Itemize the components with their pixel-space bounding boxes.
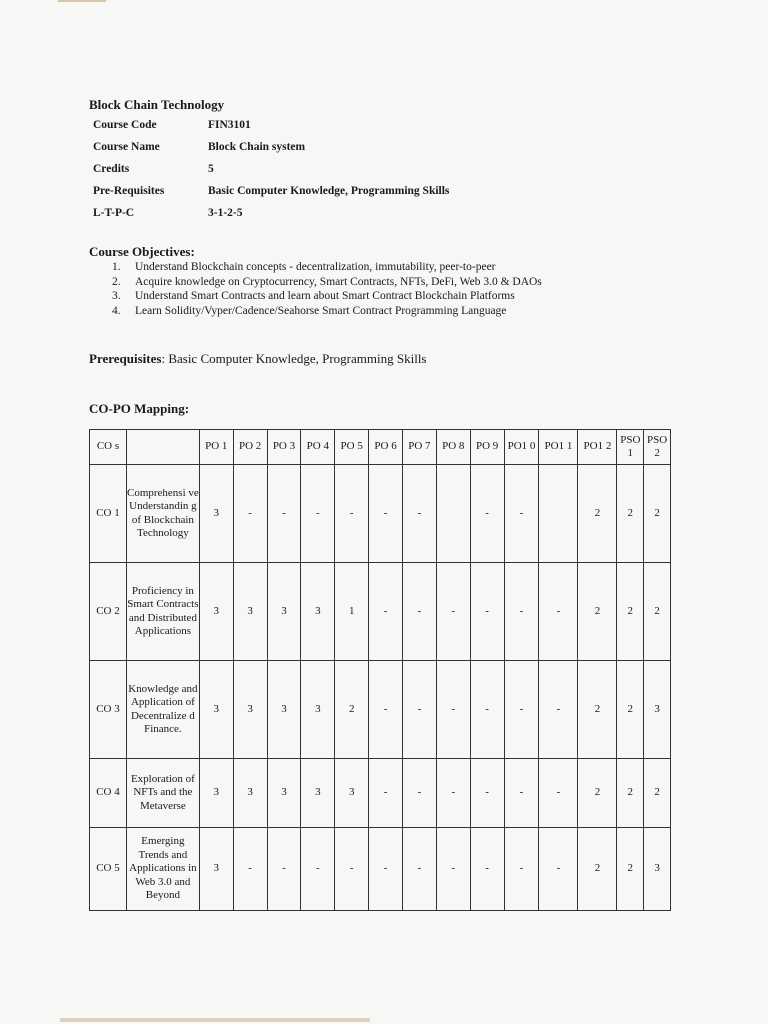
mapping-value-cell: 2 [617,828,644,911]
list-item: 1. Understand Blockchain concepts - decentralization, immutability, peer-to-peer [112,261,496,273]
info-label: Course Code [93,119,157,131]
mapping-value-cell: 2 [578,759,617,828]
mapping-value-cell: - [436,759,470,828]
mapping-value-cell: - [369,661,403,759]
mapping-value-cell: 2 [578,465,617,563]
mapping-value-cell: 3 [267,661,301,759]
table-row [90,759,671,828]
mapping-value-cell: 3 [267,563,301,661]
mapping-value-cell: 2 [617,563,644,661]
info-value: Block Chain system [208,141,306,153]
info-value: Basic Computer Knowledge, Programming Skills [208,185,450,197]
mapping-value-cell: - [470,563,504,661]
column-header: PO 3 [267,430,301,465]
info-value: 5 [208,163,214,175]
mapping-value-cell: 3 [267,759,301,828]
mapping-value-cell: 3 [199,828,233,911]
column-header [126,430,199,465]
info-row [93,119,449,141]
info-label: Pre-Requisites [93,185,165,197]
co-id-cell: CO 3 [90,661,127,759]
mapping-value-cell: - [402,828,436,911]
column-header: CO s [90,430,127,465]
mapping-value-cell: - [402,563,436,661]
mapping-value-cell: - [436,661,470,759]
course-info-table [93,119,449,229]
mapping-value-cell: 3 [301,563,335,661]
co-po-mapping-table [89,429,671,911]
mapping-value-cell: 1 [335,563,369,661]
table-header-row [90,430,671,465]
column-header: PO 4 [301,430,335,465]
prerequisites-text: : Basic Computer Knowledge, Programming Skills [161,351,427,366]
info-row [93,207,449,229]
co-description-cell: Knowledge and Application of Decentralize d Finance. [126,661,199,759]
co-id-cell: CO 2 [90,563,127,661]
mapping-value-cell: - [504,563,539,661]
mapping-value-cell: - [335,465,369,563]
co-id-cell: CO 1 [90,465,127,563]
mapping-value-cell: - [504,828,539,911]
mapping-value-cell: - [369,465,403,563]
mapping-value-cell: 3 [335,759,369,828]
mapping-value-cell: 3 [644,828,671,911]
column-header: PO 7 [402,430,436,465]
mapping-value-cell: - [504,661,539,759]
mapping-value-cell: 2 [617,661,644,759]
mapping-value-cell: 2 [578,661,617,759]
mapping-heading: CO-PO Mapping: [89,401,190,416]
co-description-cell: Emerging Trends and Applications in Web 3.0 and Beyond [126,828,199,911]
table-row [90,661,671,759]
info-row [93,141,449,163]
mapping-value-cell: 2 [617,759,644,828]
co-id-cell: CO 5 [90,828,127,911]
mapping-value-cell: - [539,828,578,911]
co-description-cell: Exploration of NFTs and the Metaverse [126,759,199,828]
mapping-value-cell: - [539,661,578,759]
column-header: PSO 2 [644,430,671,465]
co-description-cell: Comprehensi ve Understandin g of Blockchain Technology [126,465,199,563]
mapping-value-cell: 3 [301,759,335,828]
mapping-value-cell: 2 [644,563,671,661]
mapping-value-cell: - [436,563,470,661]
mapping-value-cell: - [233,828,267,911]
column-header: PO 8 [436,430,470,465]
mapping-value-cell: - [504,465,539,563]
mapping-value-cell: 3 [199,465,233,563]
co-id-cell: CO 4 [90,759,127,828]
info-label: Course Name [93,141,160,153]
mapping-value-cell: 2 [644,465,671,563]
info-label: L-T-P-C [93,207,135,219]
objectives-list [112,260,542,318]
list-item: 3. Understand Smart Contracts and learn about Smart Contract Blockchain Platforms [112,290,515,302]
mapping-value-cell: - [402,465,436,563]
mapping-value-cell: 3 [199,563,233,661]
mapping-value-cell: 3 [199,661,233,759]
mapping-value-cell: - [470,661,504,759]
mapping-value-cell: 3 [199,759,233,828]
mapping-value-cell: - [436,828,470,911]
course-title: Block Chain Technology [89,97,225,112]
mapping-value-cell: 2 [578,563,617,661]
info-value: 3-1-2-5 [208,207,243,219]
mapping-value-cell: 2 [617,465,644,563]
mapping-value-cell: 3 [644,661,671,759]
mapping-value-cell: - [402,759,436,828]
column-header: PO1 1 [539,430,578,465]
mapping-value-cell: - [504,759,539,828]
mapping-value-cell: - [335,828,369,911]
mapping-value-cell: 3 [233,759,267,828]
column-header: PO 9 [470,430,504,465]
column-header: PSO 1 [617,430,644,465]
column-header: PO 1 [199,430,233,465]
mapping-value-cell [436,465,470,563]
mapping-value-cell: - [369,563,403,661]
mapping-value-cell: - [301,828,335,911]
list-item: 4. Learn Solidity/Vyper/Cadence/Seahorse Smart Contract Programming Language [112,304,507,317]
mapping-value-cell: 3 [233,661,267,759]
prerequisites-label: Prerequisites [89,351,162,366]
mapping-value-cell: - [470,465,504,563]
mapping-value-cell: - [369,759,403,828]
mapping-value-cell: - [233,465,267,563]
column-header: PO 6 [369,430,403,465]
mapping-value-cell: - [470,828,504,911]
mapping-value-cell: - [470,759,504,828]
info-row [93,163,449,185]
prerequisites-line [89,351,427,367]
objectives-heading: Course Objectives: [89,244,195,259]
mapping-value-cell: - [539,563,578,661]
mapping-value-cell: - [402,661,436,759]
info-row [93,185,449,207]
info-label: Credits [93,163,130,175]
mapping-value-cell: 2 [644,759,671,828]
table-row [90,828,671,911]
paper-mark [60,1018,370,1022]
mapping-value-cell [539,465,578,563]
column-header: PO 2 [233,430,267,465]
column-header: PO 5 [335,430,369,465]
mapping-value-cell: - [301,465,335,563]
mapping-value-cell: 3 [233,563,267,661]
column-header: PO1 2 [578,430,617,465]
info-value: FIN3101 [208,119,251,131]
mapping-value-cell: - [539,759,578,828]
co-description-cell: Proficiency in Smart Contracts and Distributed Applications [126,563,199,661]
paper-mark [58,0,106,2]
table-row [90,563,671,661]
table-row [90,465,671,563]
list-item: 2. Acquire knowledge on Cryptocurrency, Smart Contracts, NFTs, DeFi, Web 3.0 & DAOs [112,275,542,288]
mapping-value-cell: 3 [301,661,335,759]
mapping-value-cell: - [369,828,403,911]
mapping-value-cell: - [267,828,301,911]
column-header: PO1 0 [504,430,539,465]
mapping-value-cell: 2 [578,828,617,911]
mapping-value-cell: 2 [335,661,369,759]
mapping-value-cell: - [267,465,301,563]
